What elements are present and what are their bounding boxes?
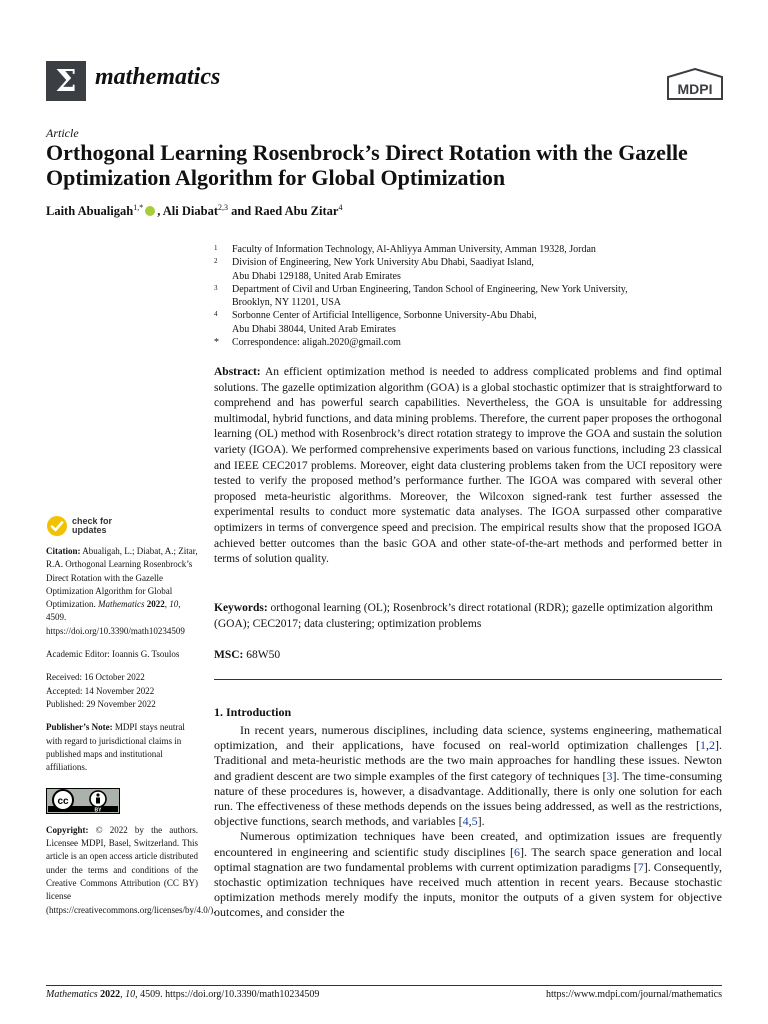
affiliation-item: [214, 283, 734, 310]
affiliation-line: Brooklyn, NY 11201, USA: [232, 297, 341, 309]
article-info-sidebar: [46, 545, 216, 917]
author-affiliation-mark: 2,3: [217, 203, 228, 212]
paper-title: Orthogonal Learning Rosenbrock’s Direct Rotation with the Gazelle Optimization Algorithm for Global Optimization: [46, 140, 688, 190]
affiliation-text: [232, 256, 734, 283]
footer-citation: Mathematics 2022, 10, 4509. https://doi.org/10.3390/math10234509: [46, 989, 320, 1000]
affiliation-line: Abu Dhabi 38044, United Arab Emirates: [232, 323, 396, 335]
author-affiliation-mark: 1,*: [133, 203, 144, 212]
affiliation-item: [214, 256, 734, 283]
affiliation-line: Faculty of Information Technology, Al-Ahliyya Amman University, Amman 19328, Jordan: [232, 244, 596, 255]
mdpi-logo-text: MDPI: [677, 81, 713, 97]
journal-logo: Σ: [46, 61, 86, 101]
msc-code: MSC: 68W50: [214, 649, 281, 661]
citation: Citation: Abualigah, L.; Diabat, A.; Zitar, R.A. Orthogonal Learning Rosenbrock’s Direct Rotation with the Gazelle Optimization Algorithm for Global Optimization. Mathematics 2022, 10, 4509. https://doi.org/10.3390/math10234509: [46, 546, 198, 636]
affiliation-line: Sorbonne Center of Artificial Intelligence, Sorbonne University-Abu Dhabi,: [232, 310, 537, 322]
publishers-note: Publisher’s Note: MDPI stays neutral with regard to jurisdictional claims in published maps and institutional affiliations.: [46, 722, 185, 773]
check-updates-label: check for updates: [72, 515, 113, 535]
affiliation-text: [232, 336, 734, 350]
affiliation-item: [214, 309, 734, 336]
citation-link[interactable]: 6: [513, 844, 520, 859]
author-name[interactable]: Raed Abu Zitar: [254, 204, 339, 219]
affiliation-mark: 2: [214, 257, 218, 266]
affiliation-line: Department of Civil and Urban Engineering, Tandon School of Engineering, New York University,: [232, 283, 628, 295]
check-updates-icon: [46, 515, 68, 537]
journal-name: mathematics: [95, 64, 221, 90]
academic-editor: Academic Editor: Ioannis G. Tsoulos: [46, 649, 180, 660]
received-date: Received: 16 October 2022: [46, 672, 145, 683]
affiliation-item: [214, 243, 734, 256]
author-affiliation-mark: 4: [338, 203, 343, 212]
affiliations: [214, 243, 734, 350]
citation-link[interactable]: 3: [606, 768, 613, 783]
svg-text:cc: cc: [57, 796, 69, 808]
author-name[interactable]: Ali Diabat: [162, 204, 218, 219]
affiliation-text: [232, 243, 734, 256]
accepted-date: Accepted: 14 November 2022: [46, 685, 155, 696]
mdpi-logo: [666, 68, 724, 102]
orcid-icon[interactable]: [145, 206, 155, 216]
affiliation-item: [214, 336, 734, 350]
citation-link[interactable]: 7: [637, 859, 644, 874]
affiliation-text: [232, 309, 734, 336]
journal-url-link[interactable]: https://www.mdpi.com/journal/mathematics: [546, 989, 722, 1000]
affiliation-line: Abu Dhabi 129188, United Arab Emirates: [232, 270, 401, 282]
author-list: Laith Abualigah$^{1,*}$ , Ali Diabat$^{2,3}$ and Raed Abu Zitar$^4$: [46, 203, 343, 219]
keywords: Keywords: orthogonal learning (OL); Rosenbrock’s direct rotational (RDR); gazelle optimization algorithm (GOA); CEC2017; data clustering; optimization problems: [214, 602, 713, 630]
citation-link[interactable]: 1: [700, 738, 706, 753]
affiliation-text: [232, 283, 734, 310]
section-divider: [214, 679, 722, 680]
footer-divider: [46, 985, 722, 986]
citation-link[interactable]: 2: [709, 738, 715, 753]
paragraph: Numerous optimization techniques have been created, and optimization issues are frequently encountered in engineering and scientific study disciplines [6]. The search space generation and local optimal stagnation are two fundamental problems with current optimization paradigms [7]. Consequently, stochastic optimization techniques have received much attention in recent years. Because stochastic optimization methods merely modify the inputs, monitor the outputs of a given system for objective outcomes, and consider the: [214, 829, 722, 920]
check-for-updates-button[interactable]: [46, 515, 112, 537]
affiliation-line: Division of Engineering, New York University Abu Dhabi, Saadiyat Island,: [232, 257, 534, 269]
copyright-notice: Copyright: © 2022 by the authors. Licensee MDPI, Basel, Switzerland. This article is an open access article distributed under the terms and conditions of the Creative Commons Attribution (CC BY) license (https://creativecommons.org/licenses/by/4.0/).: [46, 824, 216, 915]
affiliation-mark: 1: [214, 244, 218, 252]
svg-text:BY: BY: [94, 807, 102, 814]
introduction-body: [214, 723, 722, 921]
section-heading: 1. Introduction: [214, 705, 292, 719]
author-name[interactable]: Laith Abualigah: [46, 204, 134, 219]
citation-link[interactable]: 5: [471, 814, 478, 829]
affiliation-mark: 4: [214, 310, 218, 319]
affiliation-mark: *: [214, 337, 219, 349]
paragraph: In recent years, numerous disciplines, including data science, systems engineering, mathematical optimization, and their applications, have focused on real-world optimization challenges [1,2]. Traditional and meta-heuristic methods are the two main approaches for handling these issues. Newton and gradient descent are two simple examples of the first category of techniques [3]. The time-consuming nature of these procedures is, however, a disadvantage. Additionally, there is only one solution for each run. The effectiveness of these methods depends on the issues being addressed, as well as the restrictions, objective functions, search methods, and variables [4,5].: [214, 723, 722, 829]
affiliation-line: Correspondence: aligah.2020@gmail.com: [232, 337, 401, 349]
affiliation-mark: 3: [214, 283, 218, 292]
citation-link[interactable]: 4: [462, 814, 469, 829]
published-date: Published: 29 November 2022: [46, 698, 156, 709]
abstract: Abstract: An efficient optimization method is needed to address complicated problems and find optimal solutions. The gazelle optimization algorithm (GOA) is a global stochastic optimizer that is straightforward to comprehend and has powerful search capabilities. Nevertheless, the GOA is unsuitable for addressing multimodal, hybrid functions, and data mining problems. Therefore, the current paper proposes the orthogonal learning (OL) method with Rosenbrock’s direct rotation strategy to improve the GOA and sustain the solution variety (IGOA). We performed comprehensive experiments based on various functions, including 23 classical and IEEE CEC2017 problems. Moreover, eight data clustering problems taken from the UCI repository were tested to verify the proposed method’s performance further. The IGOA was compared with several other proposed meta-heuristic algorithms. Moreover, the Wilcoxon signed-rank test further assessed the experimental results to conduct more systematic data analyses. The IGOA surpassed other comparative optimizers in terms of convergence speed and precision. The empirical results show that the proposed IGOA achieved better outcomes than the basic GOA and other state-of-the-art methods and performed better in terms of solution quality.: [214, 366, 722, 566]
article-type: Article: [46, 126, 79, 140]
cc-by-license-icon[interactable]: [46, 788, 120, 814]
